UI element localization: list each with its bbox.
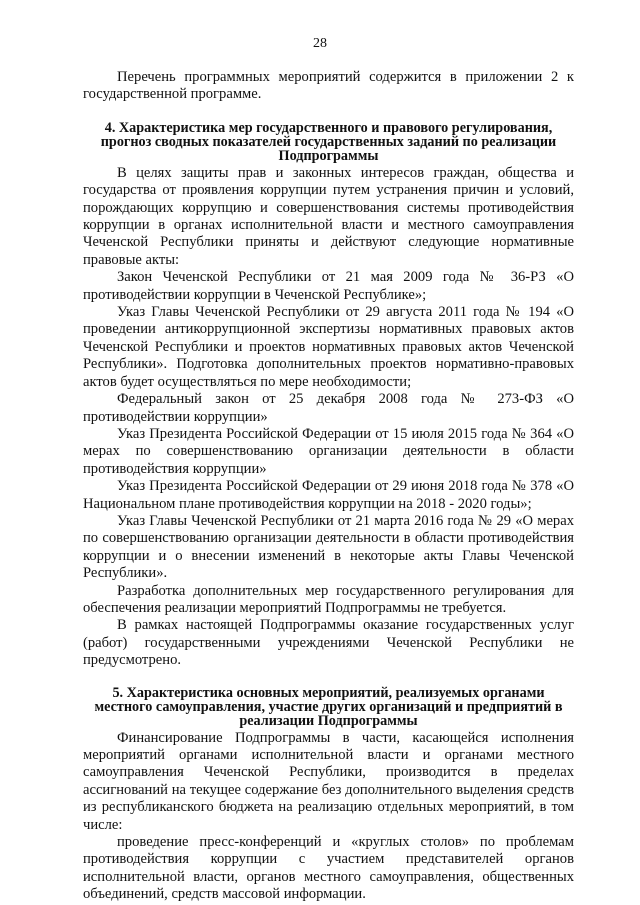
section-4-paragraph: Указ Президента Российской Федерации от 29 июня 2018 года № 378 «О Национальном плане противодействия коррупции на 2018 - 2020 годы»; — [83, 478, 574, 512]
section-4-paragraph: Указ Главы Чеченской Республики от 21 марта 2016 года № 29 «О мерах по совершенствованию организации деятельности в области противодействия коррупции и о внесении изменений в некоторые акты Главы Чеченской Республики». — [83, 512, 574, 582]
section-4-heading: 4. Характеристика мер государственного и правового регулирования, прогноз сводных показателей государственных заданий по реализации Подпрограммы — [100, 119, 557, 164]
intro-paragraph: Перечень программных мероприятий содержится в приложении 2 к государственной программе. — [83, 69, 574, 103]
section-5-paragraph: проведение пресс-конференций и «круглых столов» по проблемам противодействия коррупции с участием представителей органов исполнительной власти, органов местного самоуправления, общественных объединений, средств массовой информации. — [83, 834, 574, 903]
section-5-heading: 5. Характеристика основных мероприятий, реализуемых органами местного самоуправления, участие других организаций и предприятий в реализации Подпрограммы — [94, 684, 563, 729]
page-number: 28 — [313, 36, 327, 51]
page-content — [83, 69, 574, 904]
section-5-paragraph: Финансирование Подпрограммы в части, касающейся исполнения мероприятий органами исполнительной власти и органами местного самоуправления Чеченской Республики, производится в пределах ассигнований на текущее содержание без дополнительного выделения средств из республиканского бюджета на реализацию отдельных мероприятий, в том числе: — [83, 729, 574, 833]
spacer — [83, 104, 574, 121]
spacer — [83, 670, 574, 686]
section-4-paragraph: Закон Чеченской Республики от 21 мая 2009 года № 36-РЗ «О противодействии коррупции в Чеченской Республике»; — [83, 269, 574, 303]
section-4-paragraph: Указ Главы Чеченской Республики от 29 августа 2011 года № 194 «О проведении антикоррупционной экспертизы нормативных правовых актов Чеченской Республики и проектов нормативных правовых актов Чеченской Республики». Подготовка дополнительных проектов нормативно-правовых актов будет осуществляться по мере необходимости; — [83, 304, 574, 390]
section-4-paragraph: Указ Президента Российской Федерации от 15 июля 2015 года № 364 «О мерах по совершенствованию организации деятельности в области противодействия коррупции» — [83, 425, 574, 477]
section-4-paragraph: Разработка дополнительных мер государственного регулирования для обеспечения реализации мероприятий Подпрограммы не требуется. — [83, 582, 574, 616]
section-4-paragraph: Федеральный закон от 25 декабря 2008 года № 273-ФЗ «О противодействии коррупции» — [83, 391, 574, 425]
section-4-paragraph: В рамках настоящей Подпрограммы оказание государственных услуг (работ) государственными учреждениями Чеченской Республики не предусмотрено. — [83, 617, 574, 669]
section-4-paragraph: В целях защиты прав и законных интересов граждан, общества и государства от проявления коррупции путем устранения причин и условий, порождающих коррупцию и совершенствования системы противодействия коррупции в органах исполнительной власти и местного самоуправления Чеченской Республики приняты и действуют следующие нормативные правовые акты: — [83, 164, 574, 268]
